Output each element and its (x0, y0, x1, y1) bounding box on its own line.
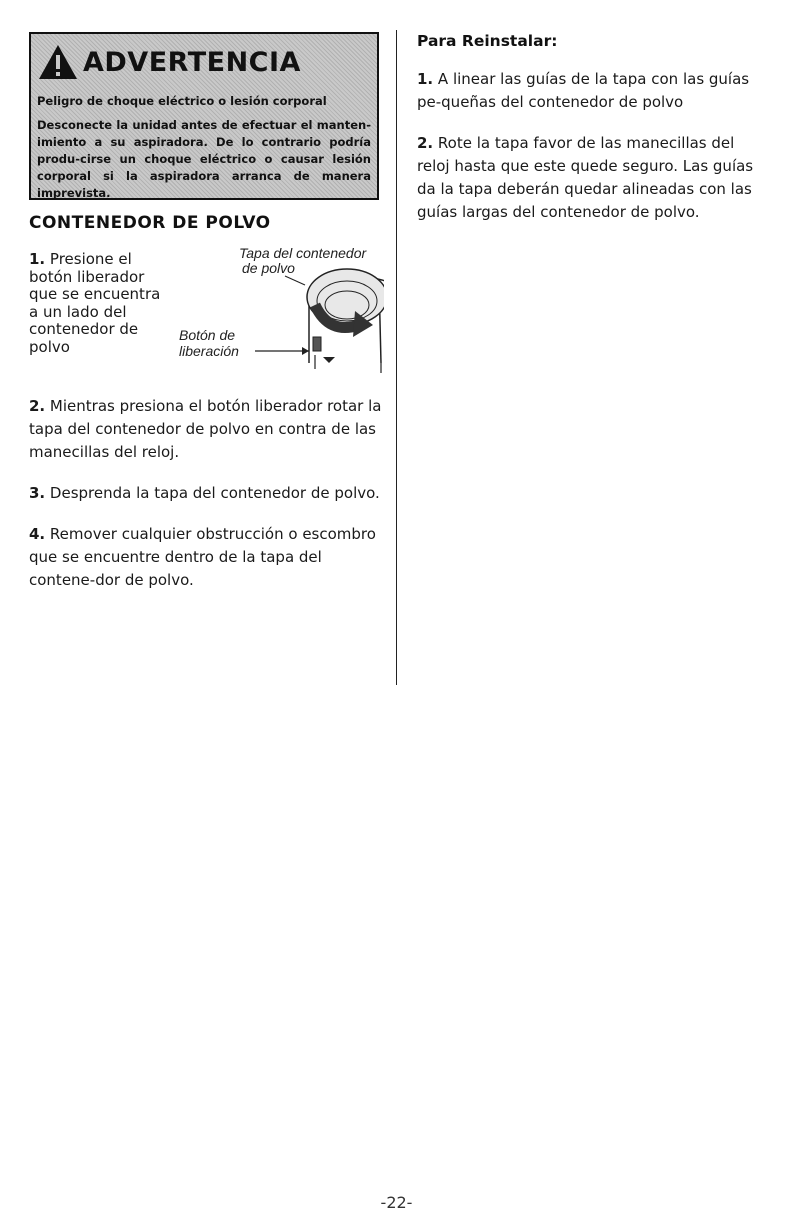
step-number: 2. (417, 134, 434, 152)
step-number: 3. (29, 484, 46, 502)
warning-triangle-icon (37, 42, 79, 82)
caption-lid-line1: Tapa del contenedor (239, 245, 367, 261)
step-4 (29, 523, 385, 592)
warning-title-row (37, 42, 371, 82)
warning-box (29, 32, 379, 200)
page-number: -22- (380, 1193, 413, 1212)
step-number: 2. (29, 397, 46, 415)
step-2 (29, 395, 385, 464)
warning-subtitle: Peligro de choque eléctrico o lesión corporal (37, 94, 327, 108)
step-text: Desprenda la tapa del contenedor de polvo. (49, 484, 380, 502)
caption-button-line1: Botón de (179, 327, 236, 343)
step-text: Rote la tapa favor de las manecillas del reloj hasta que este quede seguro. Las guías da la tapa deberán quedar alineadas con las guías largas del contenedor de polvo. (417, 134, 754, 221)
step-text: Remover cualquier obstrucción o escombro que se encuentre dentro de la tapa del contene-dor de polvo. (29, 525, 376, 589)
reinstall-heading: Para Reinstalar: (417, 32, 558, 50)
right-column (417, 32, 762, 224)
step-number: 1. (29, 250, 46, 268)
step-number: 4. (29, 525, 46, 543)
section-title: CONTENEDOR DE POLVO (29, 213, 271, 233)
left-column (29, 32, 385, 592)
step-text: Mientras presiona el botón liberador rotar la tapa del contenedor de polvo en contra de las manecillas del reloj. (29, 397, 382, 461)
step-1-row (29, 245, 385, 395)
step-1 (29, 251, 164, 356)
reinstall-step-2 (417, 132, 762, 224)
step-text: Presione el botón liberador que se encuentra a un lado del contenedor de polvo (29, 250, 161, 356)
step-number: 1. (417, 70, 434, 88)
step-text: A linear las guías de la tapa con las guías pe-queñas del contenedor de polvo (417, 70, 750, 111)
warning-heading: ADVERTENCIA (83, 46, 301, 78)
dust-container-figure (159, 245, 384, 373)
step-3 (29, 482, 385, 505)
reinstall-step-1 (417, 68, 762, 114)
column-divider (396, 30, 397, 685)
caption-lid-line2: de polvo (242, 260, 295, 276)
dust-container-drawing (159, 245, 384, 373)
caption-button-line2: liberación (179, 343, 239, 359)
warning-body: Desconecte la unidad antes de efectuar el manten-imiento a su aspiradora. De lo contrario podría produ-cirse un choque eléctrico o causar lesión corporal si la aspiradora arranca de manera imprevista. (37, 118, 371, 200)
